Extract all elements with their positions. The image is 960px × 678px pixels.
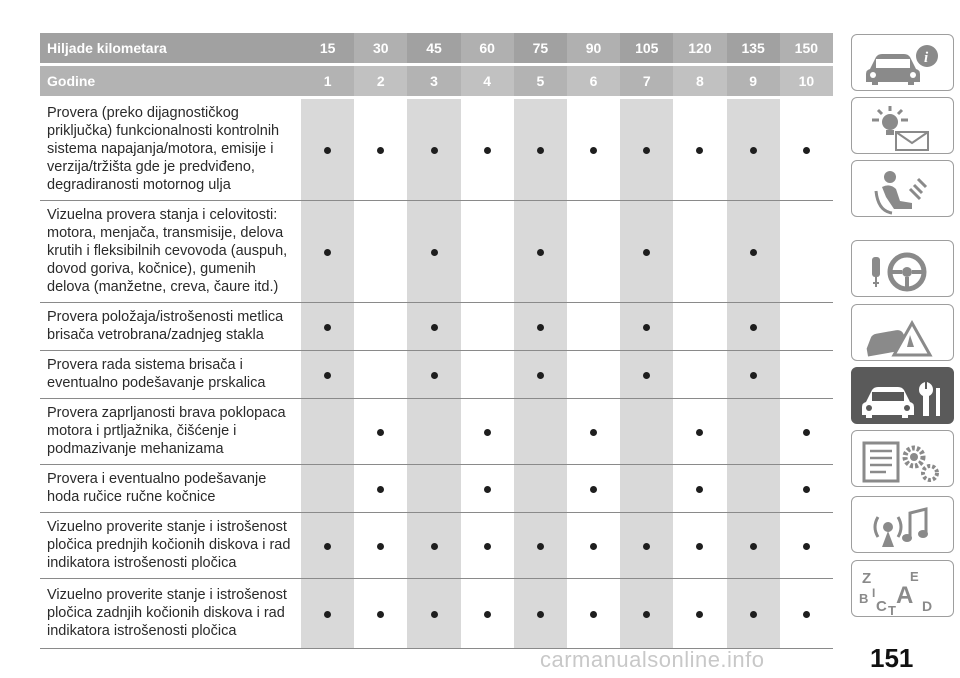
interval-cell [301,465,354,513]
operation-text-line: motora, menjača, transmisije, delova [47,225,284,241]
interval-cell [567,465,620,513]
year-cell: 2 [354,65,407,98]
index-letter: I [872,586,876,600]
service-dot [377,543,384,550]
interval-cell [514,351,567,399]
interval-cell [514,399,567,465]
service-dot [537,372,544,379]
service-dot [377,611,384,618]
steering-wheel-key-icon [852,241,955,298]
schedule-row [40,579,833,649]
interval-cell [407,579,460,649]
operation-text-line: dovod goriva, kočnice), gumenih [47,261,256,277]
operation-text-line: brisača vetrobrana/zadnjeg stakla [47,327,264,343]
chapter-tab-warning-lights[interactable] [851,97,954,154]
year-cell: 7 [620,65,673,98]
interval-cell [780,98,833,201]
interval-cell [620,465,673,513]
chapter-tab-multimedia[interactable] [851,496,954,553]
service-dot [643,324,650,331]
year-cell: 1 [301,65,354,98]
operation-description [40,303,301,351]
operation-text-line: pločica zadnjih kočionih diskova i rad [47,605,285,621]
service-dot [696,611,703,618]
service-dot [696,429,703,436]
interval-cell [620,399,673,465]
operation-text-line: hoda ručice ručne kočnice [47,489,216,505]
interval-cell [567,513,620,579]
service-dot [750,147,757,154]
service-dot [537,611,544,618]
interval-cell [407,399,460,465]
year-cell: 3 [407,65,460,98]
index-letter: Z [862,570,872,587]
operation-text-line: podmazivanje mehanizama [47,441,224,457]
service-dot [324,324,331,331]
operation-text-line: motora i prtljažnika, čišćenje i [47,423,237,439]
car-info-icon [852,35,955,92]
service-dot [750,611,757,618]
interval-cell [354,351,407,399]
index-letter: B [859,591,869,606]
chapter-tab-safety[interactable] [851,160,954,217]
operation-description [40,579,301,649]
car-service-icon [852,368,955,425]
interval-cell [567,399,620,465]
year-cell: 8 [673,65,726,98]
operation-text-line: Vizuelno proverite stanje i istrošenost [47,519,287,535]
interval-cell [301,399,354,465]
interval-cell [673,351,726,399]
interval-cell [727,465,780,513]
service-dot [484,429,491,436]
chapter-tab-car-info[interactable] [851,34,954,91]
km-cell: 15 [301,33,354,65]
interval-cell [354,579,407,649]
service-dot [324,372,331,379]
interval-cell [727,579,780,649]
operation-description [40,351,301,399]
interval-cell [514,98,567,201]
km-cell: 135 [727,33,780,65]
interval-cell [567,351,620,399]
interval-cell [461,399,514,465]
interval-cell [780,351,833,399]
interval-cell [727,303,780,351]
chapter-tab-index[interactable] [851,560,954,617]
km-cell: 90 [567,33,620,65]
interval-cell [461,303,514,351]
service-dot [324,249,331,256]
service-dot [431,543,438,550]
warning-lights-icon [852,98,955,155]
interval-cell [354,399,407,465]
service-dot [537,543,544,550]
interval-cell [461,98,514,201]
operation-text-line: Provera rada sistema brisača i [47,357,243,373]
schedule-row [40,513,833,579]
service-dot [484,611,491,618]
km-cell: 150 [780,33,833,65]
interval-cell [407,513,460,579]
interval-cell [301,201,354,303]
service-dot [377,147,384,154]
operation-description [40,201,301,303]
year-cell: 4 [461,65,514,98]
interval-cell [727,98,780,201]
interval-cell [301,351,354,399]
airbag-seat-icon [852,161,955,218]
schedule-row [40,351,833,399]
interval-cell [461,579,514,649]
interval-cell [301,303,354,351]
interval-cell [567,303,620,351]
interval-cell [514,579,567,649]
service-dot [537,147,544,154]
service-dot [324,611,331,618]
interval-cell [407,465,460,513]
service-dot [803,611,810,618]
interval-cell [354,465,407,513]
interval-cell [461,513,514,579]
interval-cell [673,98,726,201]
years-header-label: Godine [40,65,301,98]
index-letter: T [888,603,896,618]
operation-description [40,513,301,579]
operation-text-line: delova (manžetne, creva, čaure itd.) [47,279,279,295]
service-dot [431,249,438,256]
multimedia-icon [852,497,955,554]
km-cell: 60 [461,33,514,65]
interval-cell [620,303,673,351]
operation-text-line: sistema napajanja/motora, emisije i [47,141,274,157]
km-cell: 30 [354,33,407,65]
operation-description [40,98,301,201]
service-dot [484,486,491,493]
year-cell: 6 [567,65,620,98]
interval-cell [620,98,673,201]
year-cell: 5 [514,65,567,98]
service-dot [696,486,703,493]
interval-cell [673,399,726,465]
interval-cell [407,201,460,303]
interval-cell [461,465,514,513]
interval-cell [780,513,833,579]
interval-cell [620,351,673,399]
operation-text-line: Provera i eventualno podešavanje [47,471,267,487]
interval-cell [780,579,833,649]
interval-cell [673,201,726,303]
index-letter: D [922,598,933,614]
service-dot [643,372,650,379]
operation-text-line: priključka) funkcionalnosti kontrolnih [47,123,280,139]
km-cell: 120 [673,33,726,65]
interval-cell [407,303,460,351]
service-dot [643,147,650,154]
service-dot [590,147,597,154]
schedule-row [40,303,833,351]
specs-gear-icon [852,431,955,488]
service-dot [431,324,438,331]
interval-cell [673,303,726,351]
year-cell: 9 [727,65,780,98]
operation-text-line: eventualno podešavanje prskalica [47,375,266,391]
interval-cell [567,98,620,201]
chapter-tab-emergency[interactable] [851,304,954,361]
km-cell: 105 [620,33,673,65]
index-letter: E [910,569,919,584]
operation-text-line: degradiranosti motornog ulja [47,177,231,193]
schedule-body [40,98,833,649]
interval-cell [780,399,833,465]
interval-cell [301,579,354,649]
operation-text-line: Vizuelna provera stanja i celovitosti: [47,207,278,223]
service-dot [537,249,544,256]
interval-cell [567,579,620,649]
watermark: carmanualsonline.info [540,647,765,672]
interval-cell [461,201,514,303]
alphabetical-index-icon [852,561,955,618]
schedule-row [40,98,833,201]
service-dot [484,147,491,154]
operation-text-line: Provera (preko dijagnostičkog [47,105,239,121]
service-dot [750,372,757,379]
year-cell: 10 [780,65,833,98]
interval-cell [673,465,726,513]
schedule-row [40,201,833,303]
index-letter: A [896,582,914,609]
road-emergency-icon [852,305,955,362]
index-letter: C [876,598,887,615]
interval-cell [514,513,567,579]
schedule-row [40,399,833,465]
interval-cell [620,513,673,579]
interval-cell [461,351,514,399]
interval-cell [354,513,407,579]
service-dot [696,147,703,154]
interval-cell [673,513,726,579]
service-dot [484,543,491,550]
service-dot [590,429,597,436]
service-dot [431,372,438,379]
operation-text-line: verzija/tržišta gde je predviđeno, [47,159,255,175]
interval-cell [620,579,673,649]
service-dot [643,249,650,256]
interval-cell [727,399,780,465]
interval-cell [407,351,460,399]
service-dot [537,324,544,331]
interval-cell [354,201,407,303]
service-dot [377,429,384,436]
interval-cell [514,303,567,351]
interval-cell [727,351,780,399]
interval-cell [727,513,780,579]
km-cell: 45 [407,33,460,65]
service-dot [590,486,597,493]
operation-text-line: pločica prednjih kočionih diskova i rad [47,537,291,553]
service-dot [803,486,810,493]
kilometers-header-row [40,33,833,65]
schedule-row [40,465,833,513]
kilometers-header-label: Hiljade kilometara [40,33,301,65]
chapter-tab-starting-driving[interactable] [851,240,954,297]
service-dot [803,543,810,550]
service-dot [643,543,650,550]
service-dot [750,543,757,550]
service-dot [324,543,331,550]
interval-cell [620,201,673,303]
interval-cell [354,98,407,201]
service-dot [803,147,810,154]
interval-cell [407,98,460,201]
operation-text-line: indikatora istrošenosti pločica [47,623,237,639]
service-dot [750,324,757,331]
service-dot [696,543,703,550]
operation-description [40,399,301,465]
interval-cell [301,98,354,201]
operation-text-line: indikatora istrošenosti pločica [47,555,237,571]
service-dot [324,147,331,154]
svg-text:i: i [924,50,929,66]
operation-text-line: Provera položaja/istrošenosti metlica [47,309,284,325]
service-dot [803,429,810,436]
interval-cell [567,201,620,303]
service-dot [590,611,597,618]
interval-cell [673,579,726,649]
service-dot [750,249,757,256]
interval-cell [301,513,354,579]
service-dot [643,611,650,618]
service-dot [590,543,597,550]
operation-description [40,465,301,513]
operation-text-line: krutih i fleksibilnih cevovoda (auspuh, [47,243,288,259]
chapter-tab-technical-data[interactable] [851,430,954,487]
interval-cell [354,303,407,351]
km-cell: 75 [514,33,567,65]
service-dot [377,486,384,493]
operation-text-line: Vizuelno proverite stanje i istrošenost [47,587,287,603]
page-number: 151 [870,643,914,673]
operation-text-line: Provera zaprljanosti brava poklopaca [47,405,286,421]
interval-cell [780,465,833,513]
maintenance-schedule-table [40,33,833,649]
interval-cell [514,201,567,303]
service-dot [431,611,438,618]
interval-cell [780,303,833,351]
interval-cell [727,201,780,303]
service-dot [431,147,438,154]
interval-cell [780,201,833,303]
years-header-row [40,65,833,98]
interval-cell [514,465,567,513]
chapter-tab-maintenance[interactable] [851,367,954,424]
